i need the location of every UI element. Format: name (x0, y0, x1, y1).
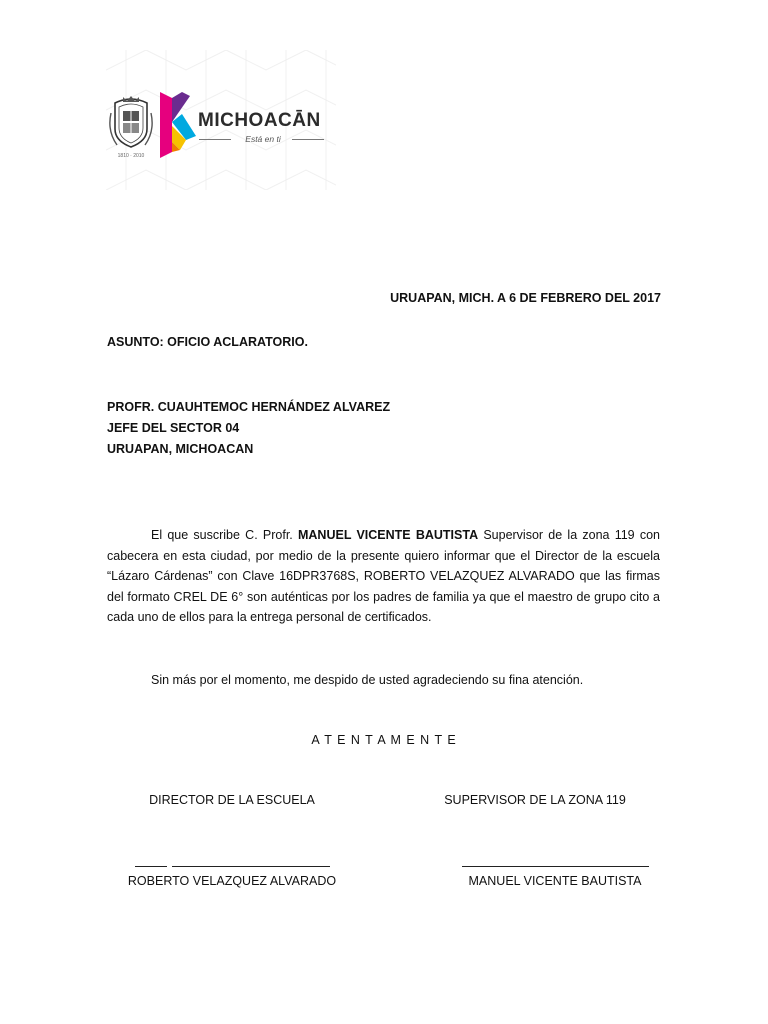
recipient-name: PROFR. CUAUHTEMOC HERNÁNDEZ ALVAREZ (107, 400, 391, 414)
recipient-location: URUAPAN, MICHOACAN (107, 442, 254, 456)
signature-right-title: SUPERVISOR DE LA ZONA 119 (444, 793, 626, 807)
body-text-supervisor-name: MANUEL VICENTE BAUTISTA (297, 528, 479, 542)
closing-sentence: Sin más por el momento, me despido de usted agradeciendo su fina atención. (151, 673, 584, 687)
brand-name: MICHOACĀN (198, 110, 321, 131)
place-date: URUAPAN, MICH. A 6 DE FEBRERO DEL 2017 (390, 291, 661, 305)
signature-left-title: DIRECTOR DE LA ESCUELA (149, 793, 315, 807)
signature-left-name: ROBERTO VELAZQUEZ ALVARADO (127, 874, 337, 888)
subject-line: ASUNTO: OFICIO ACLARATORIO. (107, 335, 308, 349)
header-logo (106, 50, 336, 190)
body-text-intro: El que suscribe C. Profr. (151, 528, 298, 542)
signature-line-right (462, 866, 649, 867)
body-text-main: Supervisor de la zona 119 con cabecera en esta ciudad, por medio de la presente quiero informar que el Director de la escuela “Lázaro Cárdenas” con Clave 16DPR3768S, ROBERTO VELAZQUEZ ALVARADO que las firmas del formato CREL DE 6° son auténticas por los padres de familia ya que el maestro de grupo cito a cada uno de ellos para la entrega personal de certificados. (107, 528, 660, 624)
signature-line-left (172, 866, 330, 867)
signature-line-left-short (135, 866, 167, 867)
recipient-position: JEFE DEL SECTOR 04 (107, 421, 240, 435)
state-seal-icon (109, 93, 153, 153)
michoacan-k-logo-icon (160, 92, 196, 158)
signature-right-name: MANUEL VICENTE BAUTISTA (468, 874, 642, 888)
brand-tagline: Está en ti (245, 134, 281, 144)
body-paragraph (107, 525, 660, 628)
tagline-divider-right (292, 139, 324, 140)
signoff: A T E N T A M E N T E (311, 733, 457, 747)
seal-years: 1810 · 2010 (117, 153, 145, 159)
